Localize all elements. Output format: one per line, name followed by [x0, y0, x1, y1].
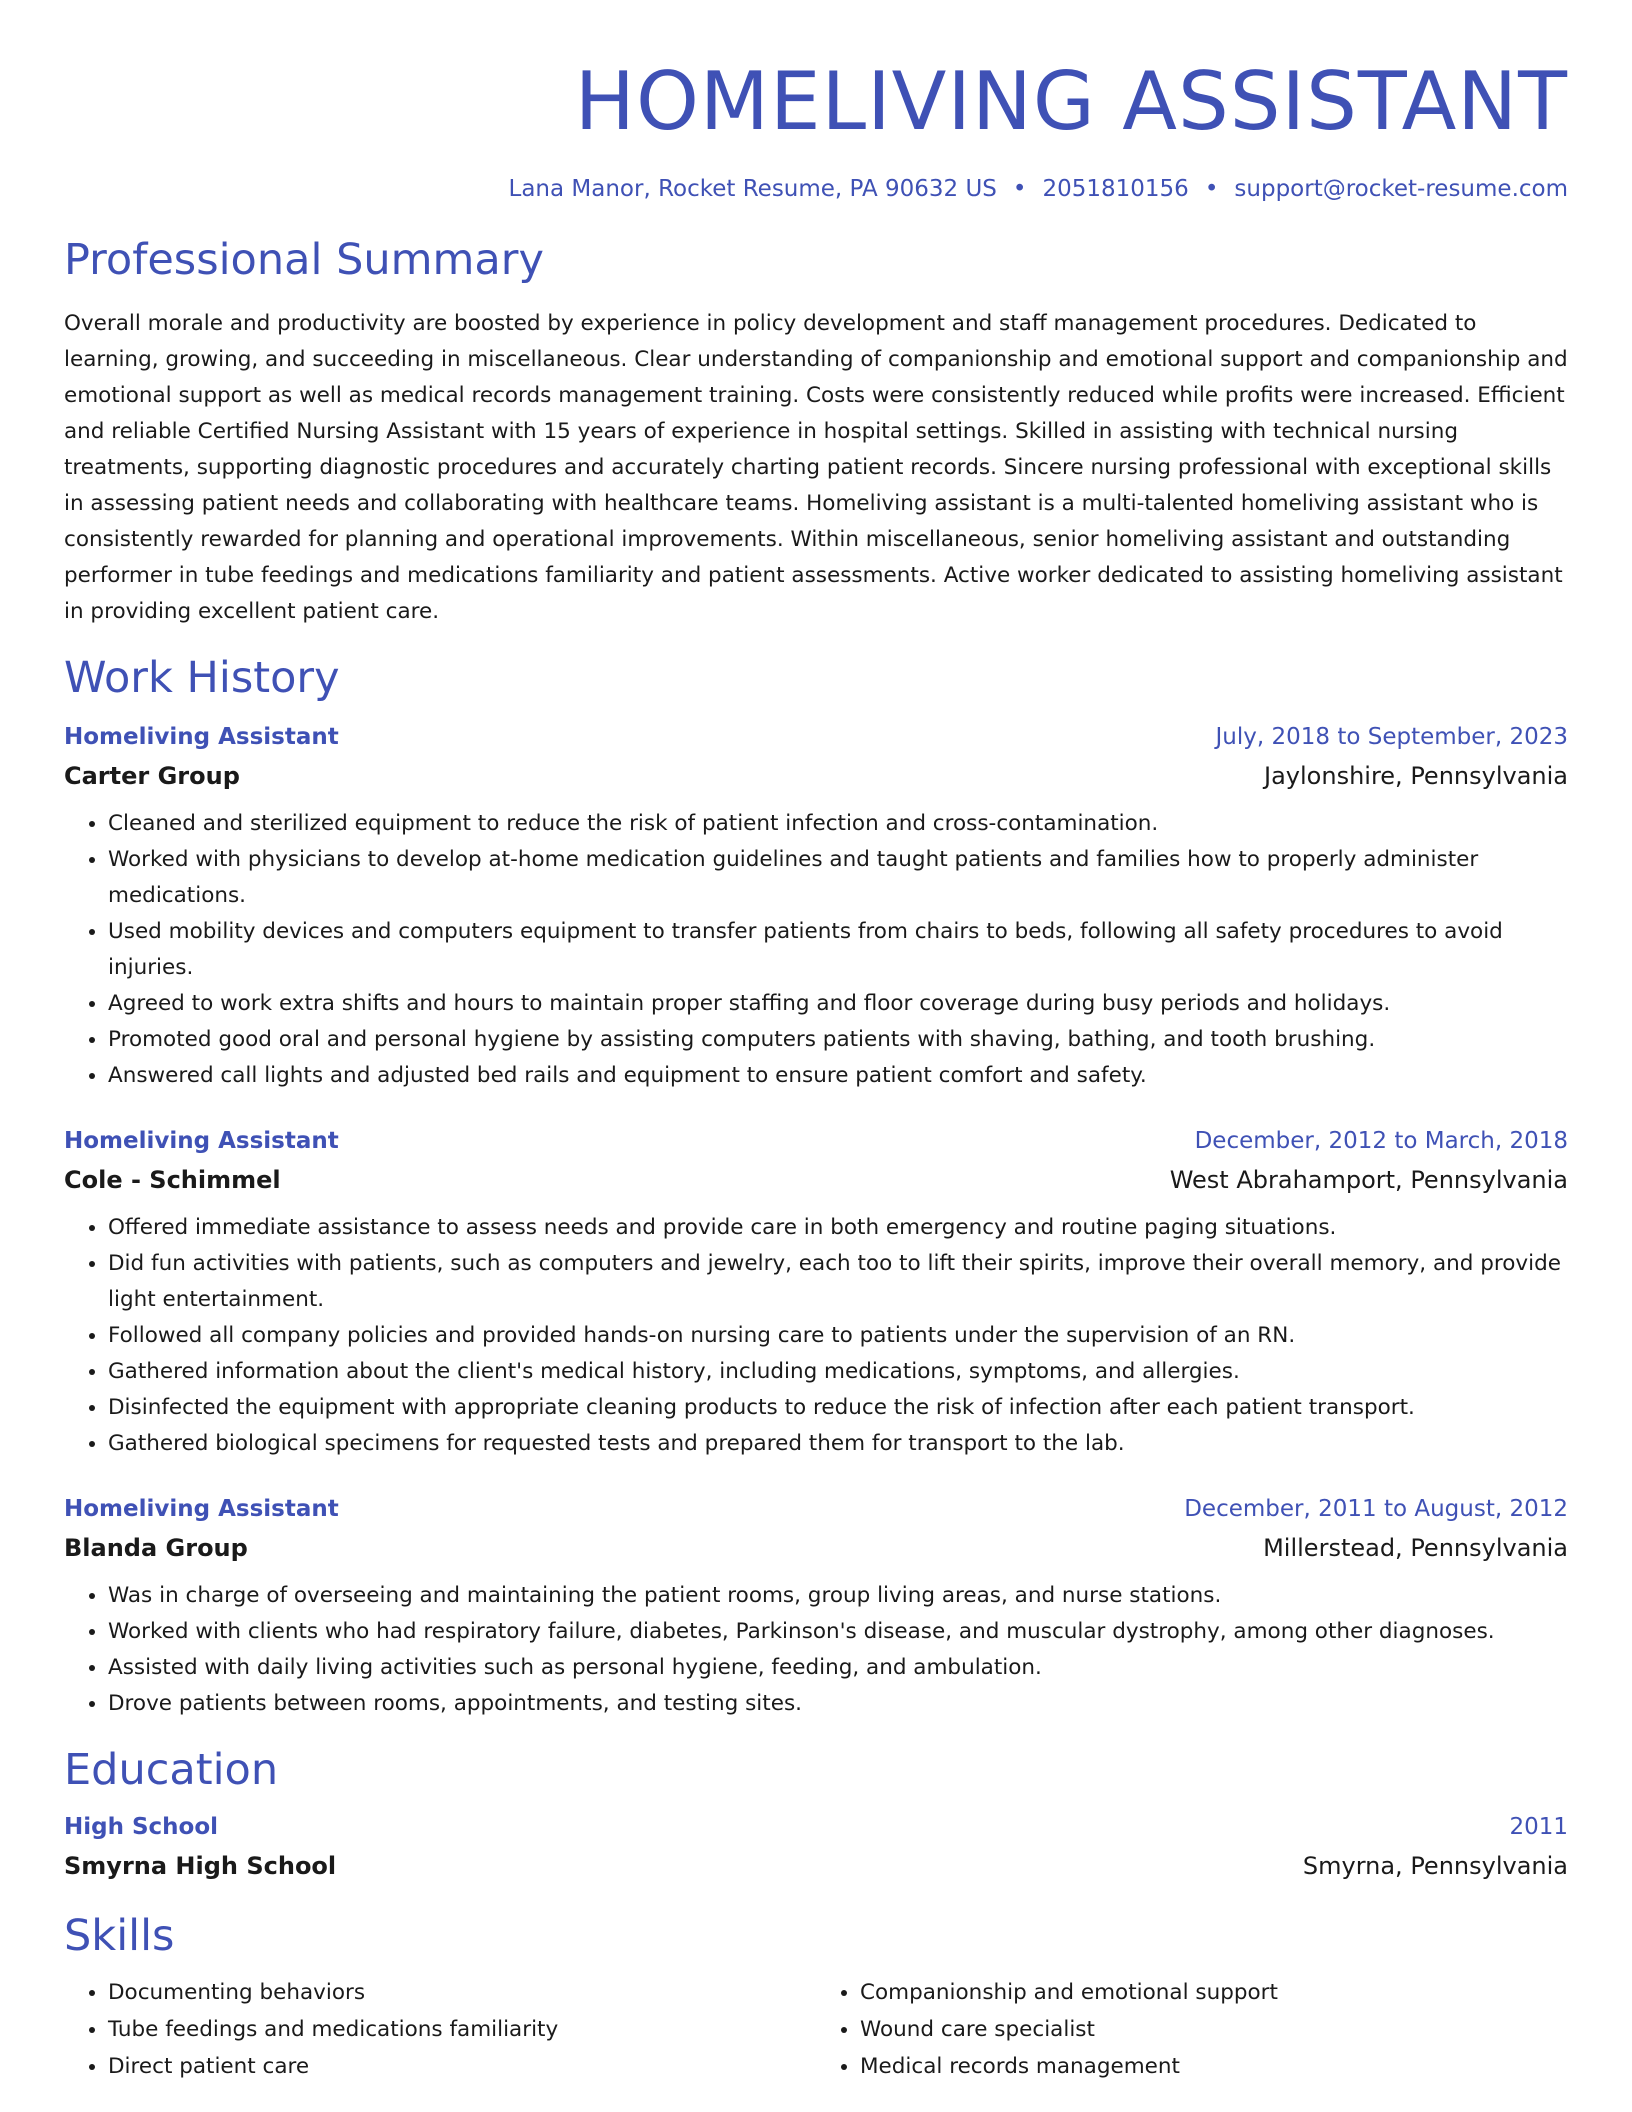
job-entry [64, 718, 1568, 1094]
list-item: • Documenting behaviors [108, 1974, 816, 2011]
job-employer: Carter Group [64, 762, 240, 790]
job-bullets [64, 1578, 1568, 1722]
education-school: Smyrna High School [64, 1852, 337, 1880]
job-employer: Cole - Schimmel [64, 1166, 281, 1194]
education-heading: Education [64, 1745, 279, 1795]
education-location: Smyrna, Pennsylvania [1302, 1852, 1568, 1880]
list-item: • Assisted with daily living activities such as personal hygiene, feeding, and ambulation. [108, 1650, 1568, 1686]
education-section [64, 1742, 1568, 1886]
list-item: • Medical records management [860, 2048, 1568, 2085]
skills-grid [64, 1974, 1568, 2085]
list-item: • Answered call lights and adjusted bed rails and equipment to ensure patient comfort and safety. [108, 1058, 1568, 1094]
work-history-section [64, 650, 1568, 1722]
job-bullets [64, 806, 1568, 1094]
list-item: • Companionship and emotional support [860, 1974, 1568, 2011]
job-location: Millerstead, Pennsylvania [1263, 1534, 1568, 1562]
candidate-name: HOMELIVING ASSISTANT [574, 55, 1568, 148]
summary-text: Overall morale and productivity are boosted by experience in policy development and staff management procedures. Dedicated to learning, growing, and succeeding in miscellaneous. Clear understanding of companionship and emotional support and companionship and emotional support as well as medical records management training. Costs were consistently reduced while profits were increased. Efficient and reliable Certified Nursing Assistant with 15 years of experience in hospital settings. Skilled in assisting with technical nursing treatments, supporting diagnostic procedures and accurately charting patient records. Sincere nursing professional with exceptional skills in assessing patient needs and collaborating with healthcare teams. Homeliving assistant is a multi-talented homeliving assistant who is consistently rewarded for planning and operational improvements. Within miscellaneous, senior homeliving assistant and outstanding performer in tube feedings and medications familiarity and patient assessments. Active worker dedicated to assisting homeliving assistant in providing excellent patient care. [64, 311, 1568, 624]
education-year: 2011 [1509, 1814, 1568, 1840]
list-item: • Gathered biological specimens for requested tests and prepared them for transport to the lab. [108, 1426, 1568, 1462]
job-dates: December, 2012 to March, 2018 [1194, 1128, 1568, 1154]
list-item: • Used mobility devices and computers equipment to transfer patients from chairs to beds, following all safety procedures to avoid injuries. [108, 914, 1568, 986]
list-item: • Gathered information about the client's medical history, including medications, symptoms, and allergies. [108, 1354, 1568, 1390]
list-item: • Drove patients between rooms, appointments, and testing sites. [108, 1686, 1568, 1722]
skills-heading: Skills [64, 1911, 175, 1961]
list-item: • Did fun activities with patients, such as computers and jewelry, each too to lift their spirits, improve their overall memory, and provide light entertainment. [108, 1246, 1568, 1318]
list-item: • Worked with clients who had respiratory failure, diabetes, Parkinson's disease, and muscular dystrophy, among other diagnoses. [108, 1614, 1568, 1650]
list-item: • Tube feedings and medications familiarity [108, 2011, 816, 2048]
job-location: Jaylonshire, Pennsylvania [1264, 762, 1568, 790]
contact-line [64, 172, 1568, 206]
work-history-heading: Work History [64, 653, 340, 703]
list-item: • Direct patient care [108, 2048, 816, 2085]
list-item: • Offered immediate assistance to assess needs and provide care in both emergency and routine paging situations. [108, 1210, 1568, 1246]
summary-section [64, 232, 1568, 630]
separator-dot: • [1204, 176, 1219, 202]
list-item: • Cleaned and sterilized equipment to reduce the risk of patient infection and cross-contamination. [108, 806, 1568, 842]
job-location: West Abrahamport, Pennsylvania [1169, 1166, 1568, 1194]
job-dates: December, 2011 to August, 2012 [1184, 1496, 1568, 1522]
list-item: • Followed all company policies and provided hands-on nursing care to patients under the supervision of an RN. [108, 1318, 1568, 1354]
skills-column-right [816, 1974, 1568, 2085]
job-title: Homeliving Assistant [64, 724, 339, 750]
job-title: Homeliving Assistant [64, 1128, 339, 1154]
job-entry [64, 1122, 1568, 1462]
contact-address: Lana Manor, Rocket Resume, PA 90632 US [508, 176, 997, 202]
list-item: • Wound care specialist [860, 2011, 1568, 2048]
separator-dot: • [1012, 176, 1027, 202]
list-item: • Promoted good oral and personal hygiene by assisting computers patients with shaving, bathing, and tooth brushing. [108, 1022, 1568, 1058]
job-bullets [64, 1210, 1568, 1462]
education-degree: High School [64, 1814, 219, 1840]
job-dates: July, 2018 to September, 2023 [1215, 724, 1568, 750]
list-item: • Worked with physicians to develop at-home medication guidelines and taught patients and families how to properly administer medications. [108, 842, 1568, 914]
contact-phone: 2051810156 [1042, 176, 1189, 202]
list-item: • Disinfected the equipment with appropriate cleaning products to reduce the risk of infection after each patient transport. [108, 1390, 1568, 1426]
list-item: • Was in charge of overseeing and maintaining the patient rooms, group living areas, and nurse stations. [108, 1578, 1568, 1614]
job-entry [64, 1490, 1568, 1722]
contact-email: support@rocket-resume.com [1234, 176, 1568, 202]
skills-section [64, 1908, 1568, 2085]
job-employer: Blanda Group [64, 1534, 248, 1562]
skills-column-left [64, 1974, 816, 2085]
job-title: Homeliving Assistant [64, 1496, 339, 1522]
summary-heading: Professional Summary [64, 235, 544, 285]
resume-header [64, 52, 1568, 206]
list-item: • Agreed to work extra shifts and hours to maintain proper staffing and floor coverage during busy periods and holidays. [108, 986, 1568, 1022]
